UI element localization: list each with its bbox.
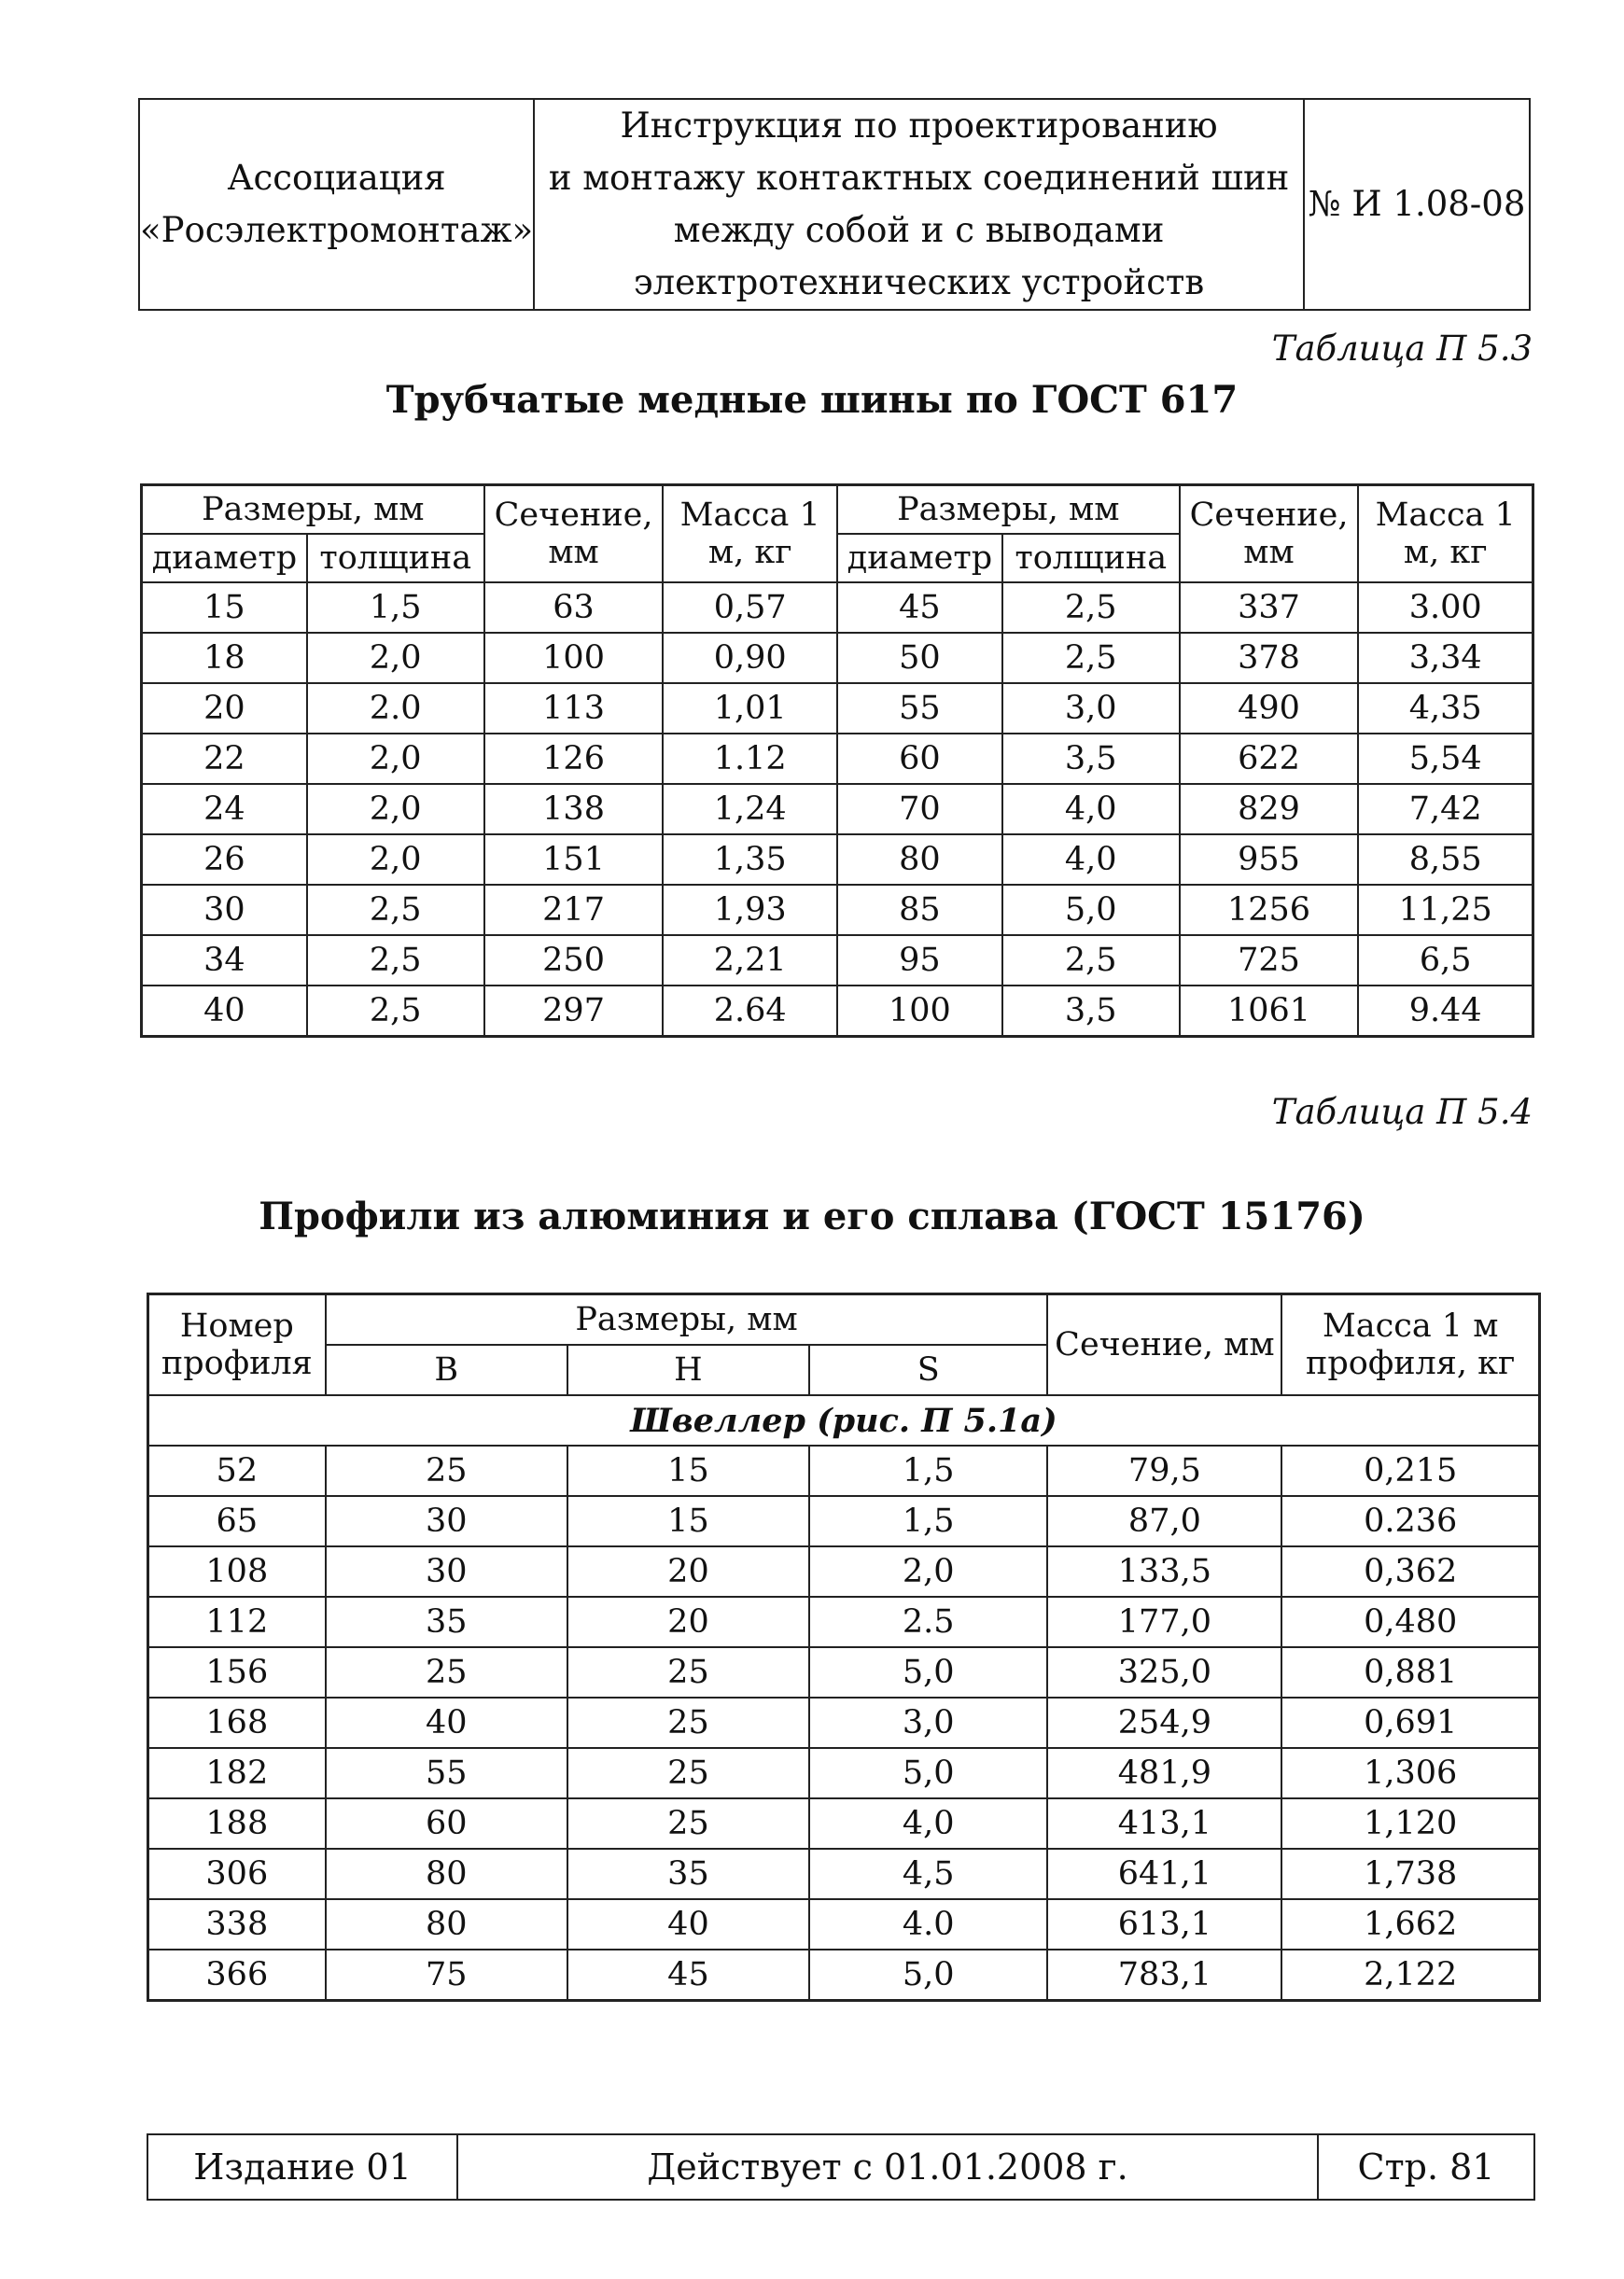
table-cell: 11,25: [1358, 885, 1533, 935]
table-cell: 20: [567, 1546, 809, 1597]
table-cell: 297: [484, 986, 664, 1037]
table-cell: 2.0: [307, 683, 484, 734]
header-mass: Масса 1 м, кг: [663, 485, 836, 583]
table-cell: 955: [1180, 834, 1359, 885]
table-cell: 7,42: [1358, 784, 1533, 834]
table-cell: 100: [484, 633, 664, 683]
table-row: [142, 582, 1533, 633]
table-54-body: [148, 1395, 1540, 2001]
table-cell: 2,5: [1002, 582, 1180, 633]
title-line: Инструкция по проектированию: [620, 105, 1218, 146]
header-thickness: толщина: [307, 534, 484, 582]
table-54-caption: Таблица П 5.4: [1271, 1092, 1533, 1132]
table-cell: 1,5: [307, 582, 484, 633]
table-cell: 0,480: [1281, 1597, 1539, 1647]
table-cell: 622: [1180, 734, 1359, 784]
page-number: Стр. 81: [1318, 2134, 1534, 2200]
table-cell: 0,90: [663, 633, 836, 683]
table-cell: 156: [148, 1647, 326, 1698]
table-cell: 0,215: [1281, 1446, 1539, 1496]
table-cell: 138: [484, 784, 664, 834]
table-cell: 80: [326, 1899, 567, 1950]
table-cell: 9.44: [1358, 986, 1533, 1037]
header-section: Сечение, мм: [1047, 1294, 1281, 1396]
table-cell: 2.5: [809, 1597, 1047, 1647]
table-row: [148, 1647, 1540, 1698]
table-cell: 70: [837, 784, 1002, 834]
table-cell: 0,57: [663, 582, 836, 633]
table-cell: 4.0: [809, 1899, 1047, 1950]
table-row: [142, 834, 1533, 885]
table-row: [142, 885, 1533, 935]
table-cell: 112: [148, 1597, 326, 1647]
header-b: B: [326, 1345, 567, 1395]
table-cell: 133,5: [1047, 1546, 1281, 1597]
header-sizes: Размеры, мм: [837, 485, 1180, 535]
table-cell: 188: [148, 1798, 326, 1849]
table-cell: 8,55: [1358, 834, 1533, 885]
table-row: [148, 1446, 1540, 1496]
table-cell: 1,5: [809, 1446, 1047, 1496]
table-cell: 217: [484, 885, 664, 935]
aluminum-profile-table: [147, 1293, 1541, 2002]
table-row: [142, 784, 1533, 834]
table-cell: 2,5: [1002, 633, 1180, 683]
header-h: H: [567, 1345, 809, 1395]
table-cell: 1,01: [663, 683, 836, 734]
table-cell: 3,0: [809, 1698, 1047, 1748]
table-cell: 1,5: [809, 1496, 1047, 1546]
table-cell: 75: [326, 1950, 567, 2001]
table-cell: 63: [484, 582, 664, 633]
table-cell: 2.64: [663, 986, 836, 1037]
table-cell: 4,0: [809, 1798, 1047, 1849]
table-cell: 641,1: [1047, 1849, 1281, 1899]
table-cell: 25: [567, 1748, 809, 1798]
table-cell: 5,0: [809, 1647, 1047, 1698]
table-cell: 40: [567, 1899, 809, 1950]
table-cell: 1,306: [1281, 1748, 1539, 1798]
table-cell: 5,54: [1358, 734, 1533, 784]
table-cell: 0.236: [1281, 1496, 1539, 1546]
table-cell: 35: [567, 1849, 809, 1899]
table-cell: 182: [148, 1748, 326, 1798]
table-row: [142, 633, 1533, 683]
table-row: [148, 1849, 1540, 1899]
table-cell: 25: [567, 1647, 809, 1698]
table-cell: 306: [148, 1849, 326, 1899]
table-cell: 40: [326, 1698, 567, 1748]
table-54-title: Профили из алюминия и его сплава (ГОСТ 15176): [259, 1195, 1365, 1238]
table-cell: 30: [326, 1496, 567, 1546]
header-section: Сечение, мм: [1180, 485, 1359, 583]
table-cell: 113: [484, 683, 664, 734]
table-cell: 3,0: [1002, 683, 1180, 734]
table-cell: 60: [837, 734, 1002, 784]
table-cell: 2,0: [307, 633, 484, 683]
table-cell: 45: [567, 1950, 809, 2001]
table-cell: 100: [837, 986, 1002, 1037]
table-cell: 829: [1180, 784, 1359, 834]
table-cell: 20: [142, 683, 307, 734]
table-cell: 25: [326, 1647, 567, 1698]
document-title: [534, 99, 1304, 310]
table-row: [148, 1798, 1540, 1849]
table-cell: 481,9: [1047, 1748, 1281, 1798]
table-cell: 725: [1180, 935, 1359, 986]
table-cell: 413,1: [1047, 1798, 1281, 1849]
table-cell: 25: [567, 1798, 809, 1849]
table-row: [148, 1950, 1540, 2001]
header-thickness: толщина: [1002, 534, 1180, 582]
table-cell: 5,0: [1002, 885, 1180, 935]
table-cell: 26: [142, 834, 307, 885]
table-cell: 0,881: [1281, 1647, 1539, 1698]
table-cell: 20: [567, 1597, 809, 1647]
table-cell: 1.12: [663, 734, 836, 784]
table-cell: 60: [326, 1798, 567, 1849]
table-cell: 2,5: [307, 885, 484, 935]
table-53-caption: Таблица П 5.3: [1271, 329, 1533, 369]
table-cell: 1,35: [663, 834, 836, 885]
table-cell: 151: [484, 834, 664, 885]
table-row: [148, 1597, 1540, 1647]
table-cell: 1,93: [663, 885, 836, 935]
table-row: [148, 1698, 1540, 1748]
table-cell: 1,24: [663, 784, 836, 834]
table-cell: 250: [484, 935, 664, 986]
title-line: между собой и с выводами: [673, 210, 1165, 250]
effective-date: Действует с 01.01.2008 г.: [457, 2134, 1318, 2200]
table-cell: 0,362: [1281, 1546, 1539, 1597]
table-cell: 5,0: [809, 1748, 1047, 1798]
header-diameter: диаметр: [837, 534, 1002, 582]
table-cell: 126: [484, 734, 664, 784]
document-footer: [147, 2133, 1535, 2201]
table-cell: 4,0: [1002, 834, 1180, 885]
table-cell: 2,0: [307, 784, 484, 834]
header-profile-number: Номер профиля: [148, 1294, 326, 1396]
table-cell: 2,21: [663, 935, 836, 986]
table-cell: 65: [148, 1496, 326, 1546]
table-cell: 3,5: [1002, 986, 1180, 1037]
organization-name: Ассоциация «Росэлектромонтаж»: [139, 99, 534, 310]
table-cell: 87,0: [1047, 1496, 1281, 1546]
table-cell: 6,5: [1358, 935, 1533, 986]
table-cell: 22: [142, 734, 307, 784]
table-cell: 55: [837, 683, 1002, 734]
table-row: [142, 683, 1533, 734]
table-cell: 613,1: [1047, 1899, 1281, 1950]
table-cell: 52: [148, 1446, 326, 1496]
document-number: № И 1.08-08: [1304, 99, 1530, 310]
header-s: S: [809, 1345, 1047, 1395]
table-cell: 254,9: [1047, 1698, 1281, 1748]
table-cell: 15: [567, 1446, 809, 1496]
table-cell: 15: [567, 1496, 809, 1546]
table-row: [142, 986, 1533, 1037]
table-row: [142, 935, 1533, 986]
header-section: Сечение, мм: [484, 485, 664, 583]
table-cell: 3.00: [1358, 582, 1533, 633]
table-cell: 2,122: [1281, 1950, 1539, 2001]
header-mass: Масса 1 м, кг: [1358, 485, 1533, 583]
table-cell: 40: [142, 986, 307, 1037]
table-cell: 1,120: [1281, 1798, 1539, 1849]
title-line: и монтажу контактных соединений шин: [548, 158, 1290, 198]
header-sizes: Размеры, мм: [142, 485, 484, 535]
table-cell: 378: [1180, 633, 1359, 683]
table-cell: 5,0: [809, 1950, 1047, 2001]
table-cell: 35: [326, 1597, 567, 1647]
table-cell: 95: [837, 935, 1002, 986]
table-cell: 55: [326, 1748, 567, 1798]
table-cell: 325,0: [1047, 1647, 1281, 1698]
table-cell: 3,34: [1358, 633, 1533, 683]
header-sizes: Размеры, мм: [326, 1294, 1048, 1346]
table-cell: 1,662: [1281, 1899, 1539, 1950]
edition-label: Издание 01: [147, 2134, 457, 2200]
table-cell: 4,0: [1002, 784, 1180, 834]
table-cell: 1,738: [1281, 1849, 1539, 1899]
table-cell: 0,691: [1281, 1698, 1539, 1748]
table-cell: 2,0: [307, 734, 484, 784]
table-row: [148, 1496, 1540, 1546]
copper-tube-table: [140, 483, 1534, 1038]
table-cell: 1256: [1180, 885, 1359, 935]
table-cell: 4,5: [809, 1849, 1047, 1899]
table-cell: 2,0: [307, 834, 484, 885]
document-header: [138, 98, 1531, 311]
table-cell: 30: [326, 1546, 567, 1597]
table-cell: 2,5: [307, 986, 484, 1037]
table-cell: 30: [142, 885, 307, 935]
table-row: [148, 1748, 1540, 1798]
title-line: электротехнических устройств: [633, 262, 1205, 302]
section-label: Швеллер (рис. П 5.1а): [148, 1395, 1540, 1446]
table-cell: 338: [148, 1899, 326, 1950]
table-cell: 34: [142, 935, 307, 986]
table-cell: 2,5: [307, 935, 484, 986]
table-cell: 168: [148, 1698, 326, 1748]
table-cell: 366: [148, 1950, 326, 2001]
table-cell: 15: [142, 582, 307, 633]
table-cell: 2,5: [1002, 935, 1180, 986]
table-cell: 2,0: [809, 1546, 1047, 1597]
table-cell: 50: [837, 633, 1002, 683]
table-cell: 79,5: [1047, 1446, 1281, 1496]
table-cell: 490: [1180, 683, 1359, 734]
table-cell: 18: [142, 633, 307, 683]
table-cell: 177,0: [1047, 1597, 1281, 1647]
table-cell: 80: [326, 1849, 567, 1899]
table-cell: 25: [567, 1698, 809, 1748]
table-row: [142, 734, 1533, 784]
table-cell: 108: [148, 1546, 326, 1597]
header-diameter: диаметр: [142, 534, 307, 582]
table-row: [148, 1899, 1540, 1950]
table-53-title: Трубчатые медные шины по ГОСТ 617: [385, 378, 1239, 422]
table-cell: 85: [837, 885, 1002, 935]
table-cell: 4,35: [1358, 683, 1533, 734]
table-cell: 45: [837, 582, 1002, 633]
table-cell: 25: [326, 1446, 567, 1496]
table-cell: 80: [837, 834, 1002, 885]
table-cell: 3,5: [1002, 734, 1180, 784]
header-mass: Масса 1 м профиля, кг: [1281, 1294, 1539, 1396]
table-53-body: [142, 582, 1533, 1037]
table-cell: 337: [1180, 582, 1359, 633]
table-row: [148, 1546, 1540, 1597]
table-cell: 24: [142, 784, 307, 834]
table-cell: 1061: [1180, 986, 1359, 1037]
table-cell: 783,1: [1047, 1950, 1281, 2001]
